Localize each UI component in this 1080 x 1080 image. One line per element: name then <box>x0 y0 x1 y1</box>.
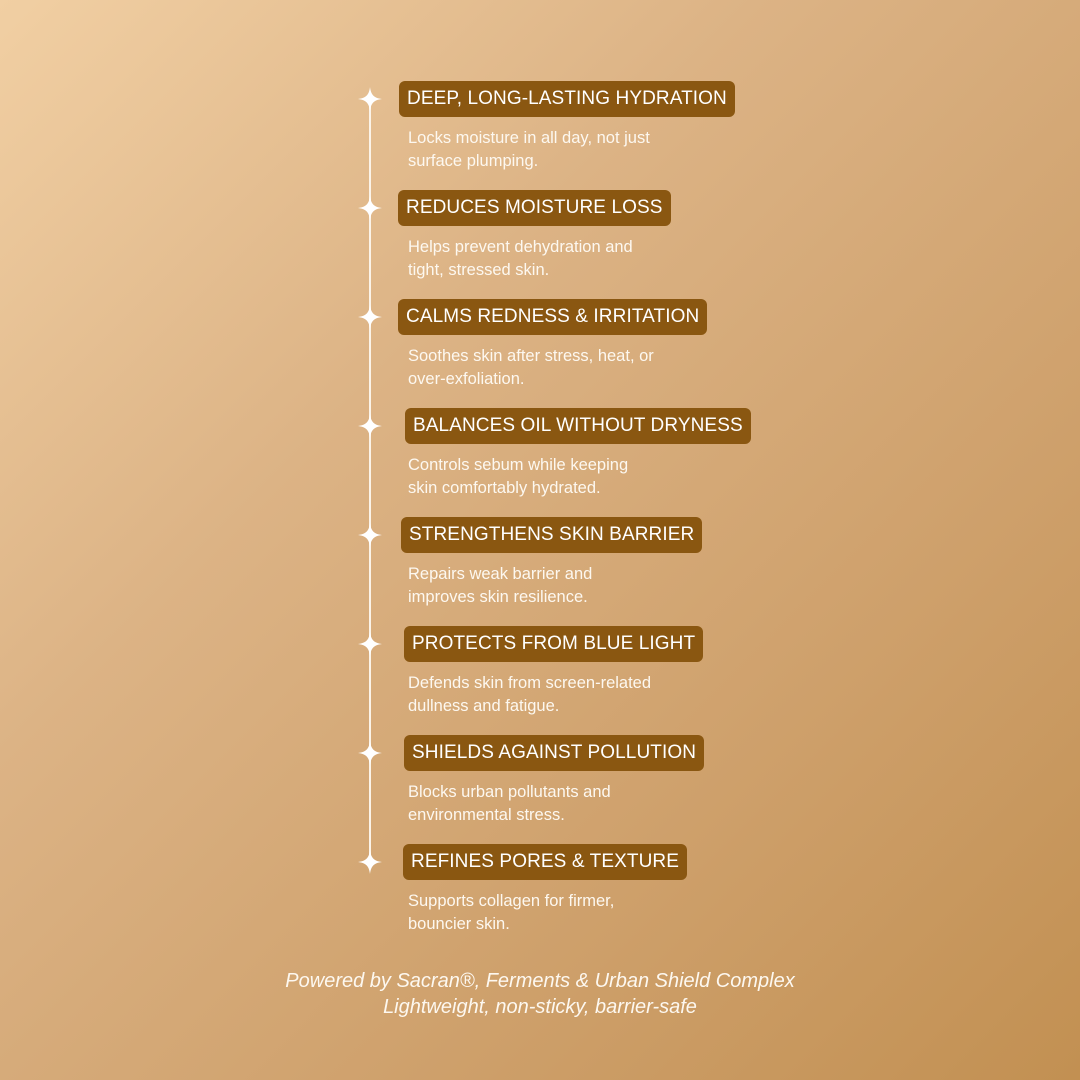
sparkle-star-icon <box>358 196 382 220</box>
sparkle-star-icon <box>358 305 382 329</box>
benefit-description-line: bouncier skin. <box>408 915 510 933</box>
benefit-description <box>408 563 708 609</box>
benefit-description-line: environmental stress. <box>408 806 565 824</box>
benefit-description-line: dullness and fatigue. <box>408 697 560 715</box>
benefit-description-line: Controls sebum while keeping <box>408 456 629 474</box>
benefit-description-line: Blocks urban pollutants and <box>408 783 611 801</box>
sparkle-star-icon <box>358 741 382 765</box>
benefit-title: STRENGTHENS SKIN BARRIER <box>401 517 702 553</box>
benefit-title: SHIELDS AGAINST POLLUTION <box>404 735 704 771</box>
footer-tagline <box>0 968 1080 1020</box>
sparkle-star-icon <box>358 523 382 547</box>
benefit-description-line: tight, stressed skin. <box>408 261 550 279</box>
benefit-description-line: Defends skin from screen-related <box>408 674 652 692</box>
benefit-description-line: Supports collagen for firmer, <box>408 892 615 910</box>
benefit-title: BALANCES OIL WITHOUT DRYNESS <box>405 408 751 444</box>
benefit-description-line: Soothes skin after stress, heat, or <box>408 347 654 365</box>
benefit-description-line: over-exfoliation. <box>408 370 525 388</box>
sparkle-star-icon <box>358 850 382 874</box>
sparkle-star-icon <box>358 87 382 111</box>
sparkle-star-icon <box>358 414 382 438</box>
benefit-description <box>408 236 708 282</box>
benefit-description-line: Helps prevent dehydration and <box>408 238 633 256</box>
benefit-description <box>408 890 708 936</box>
benefit-title: DEEP, LONG-LASTING HYDRATION <box>399 81 735 117</box>
benefit-description-line: Repairs weak barrier and <box>408 565 593 583</box>
benefit-description-line: Locks moisture in all day, not just <box>408 129 650 147</box>
benefit-description-line: skin comfortably hydrated. <box>408 479 601 497</box>
benefit-description-line: improves skin resilience. <box>408 588 588 606</box>
benefit-description <box>408 345 708 391</box>
benefit-description-line: surface plumping. <box>408 152 539 170</box>
benefit-title: REFINES PORES & TEXTURE <box>403 844 687 880</box>
benefit-title: CALMS REDNESS & IRRITATION <box>398 299 707 335</box>
footer-line-texture: Lightweight, non-sticky, barrier-safe <box>383 996 697 1018</box>
sparkle-star-icon <box>358 632 382 656</box>
benefit-description <box>408 672 708 718</box>
benefit-title: REDUCES MOISTURE LOSS <box>398 190 671 226</box>
benefit-item-pores <box>0 851 1080 971</box>
footer-line-ingredients: Powered by Sacran®, Ferments & Urban Shield Complex <box>285 970 795 992</box>
benefit-description <box>408 781 708 827</box>
benefit-title: PROTECTS FROM BLUE LIGHT <box>404 626 703 662</box>
benefit-description <box>408 127 708 173</box>
benefit-description <box>408 454 708 500</box>
